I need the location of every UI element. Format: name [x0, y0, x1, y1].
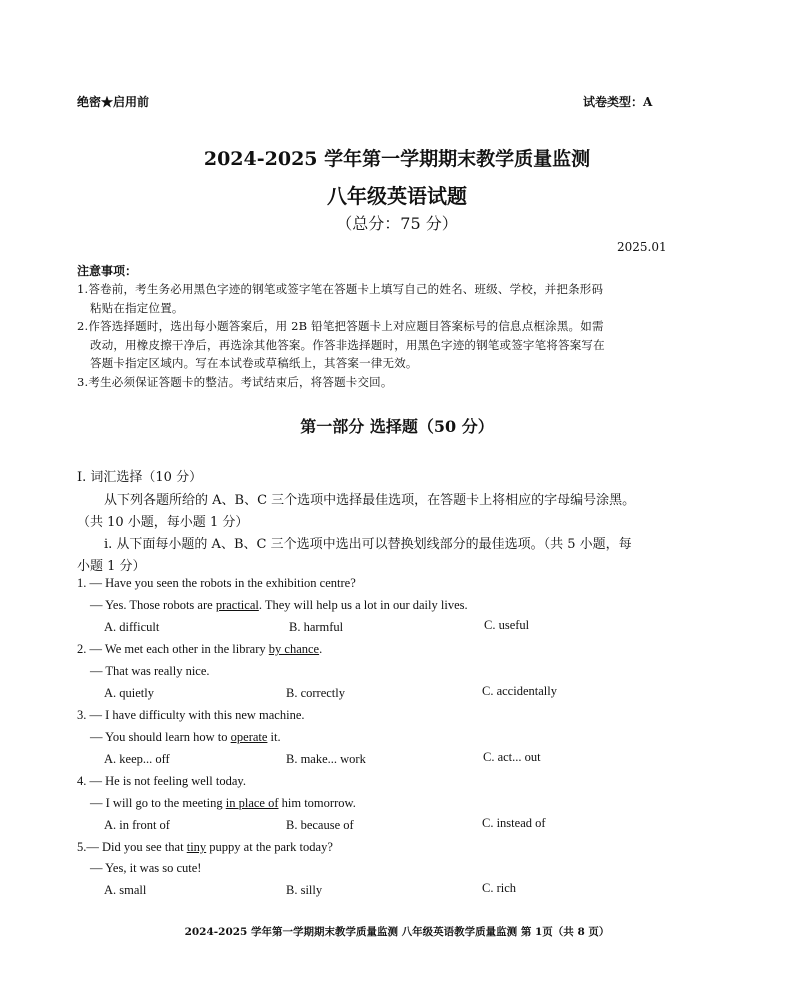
- option-a: A. difficult: [104, 620, 160, 634]
- option-c: C. instead of: [482, 816, 546, 830]
- exam-date: 2025.01: [617, 240, 667, 254]
- option-c: C. accidentally: [482, 684, 557, 698]
- section-title: I. 词汇选择（10 分）: [77, 470, 203, 485]
- subsection-instruction: 小题 1 分）: [77, 559, 146, 574]
- option-a: A. keep... off: [104, 752, 170, 766]
- answer-line-2: — That was really nice.: [90, 664, 210, 678]
- question-3: 3. — I have difficulty with this new machine.: [77, 708, 305, 722]
- answer-line-1: — Yes. Those robots are practical. They will help us a lot in our daily lives.: [90, 598, 468, 612]
- option-c: C. useful: [484, 618, 530, 632]
- section-instruction: （共 10 小题，每小题 1 分）: [77, 515, 249, 530]
- note-line: 3.考生必须保证答题卡的整洁。考试结束后，将答题卡交回。: [77, 375, 393, 389]
- option-b: B. correctly: [286, 686, 346, 700]
- confidential-label: 绝密★启用前: [77, 95, 150, 109]
- exam-title: 2024-2025 学年第一学期期末教学质量监测: [203, 148, 591, 170]
- notes-heading: 注意事项：: [77, 264, 138, 278]
- note-line: 答题卡指定区域内。写在本试卷或草稿纸上，其答案一律无效。: [90, 356, 418, 370]
- part-heading: 第一部分 选择题（50 分）: [300, 417, 494, 436]
- note-line: 粘贴在指定位置。: [90, 301, 184, 315]
- underlined-word: by chance: [268, 642, 320, 656]
- option-a: A. quietly: [104, 686, 154, 700]
- underlined-word: practical: [215, 598, 259, 612]
- underlined-word: tiny: [186, 840, 207, 854]
- option-b: B. harmful: [289, 620, 344, 634]
- subsection-instruction: i. 从下面每小题的 A、B、C 三个选项中选出可以替换划线部分的最佳选项。（共 5 小题，每: [104, 537, 632, 552]
- exam-subtitle: 八年级英语试题: [327, 184, 467, 208]
- answer-line-5: — Yes, it was so cute!: [90, 861, 202, 875]
- question-1: 1. — Have you seen the robots in the exhibition centre?: [77, 576, 356, 590]
- option-c: C. rich: [482, 881, 517, 895]
- note-line: 1.答卷前，考生务必用黑色字迹的钢笔或签字笔在答题卡上填写自己的姓名、班级、学校，并把条形码: [77, 282, 604, 296]
- question-2: 2. — We met each other in the library by chance.: [77, 642, 323, 656]
- option-a: A. in front of: [104, 818, 170, 832]
- note-line: 2.作答选择题时，选出每小题答案后，用 2B 铅笔把答题卡上对应题目答案标号的信息点框涂黑。如需: [77, 319, 604, 333]
- underlined-word: in place of: [225, 796, 279, 810]
- answer-line-3: — You should learn how to operate it.: [90, 730, 281, 744]
- paper-type-label: 试卷类型：A: [583, 95, 653, 109]
- option-b: B. make... work: [286, 752, 366, 766]
- underlined-word: operate: [230, 730, 268, 744]
- option-a: A. small: [104, 883, 147, 897]
- option-b: B. silly: [286, 883, 323, 897]
- total-score: （总分：75 分）: [336, 214, 458, 233]
- page-footer: 2024-2025 学年第一学期期末教学质量监测 八年级英语教学质量监测 第 1页（共 8 页）: [184, 926, 610, 938]
- answer-line-4: — I will go to the meeting in place of him tomorrow.: [90, 796, 356, 810]
- section-instruction: 从下列各题所给的 A、B、C 三个选项中选择最佳选项，在答题卡上将相应的字母编号涂黑。: [104, 493, 636, 508]
- note-line: 改动，用橡皮擦干净后，再选涂其他答案。作答非选择题时，用黑色字迹的钢笔或签字笔将答案写在: [90, 338, 605, 352]
- question-4: 4. — He is not feeling well today.: [77, 774, 246, 788]
- option-c: C. act... out: [483, 750, 541, 764]
- option-b: B. because of: [286, 818, 354, 832]
- question-5: 5.— Did you see that tiny puppy at the park today?: [77, 840, 333, 854]
